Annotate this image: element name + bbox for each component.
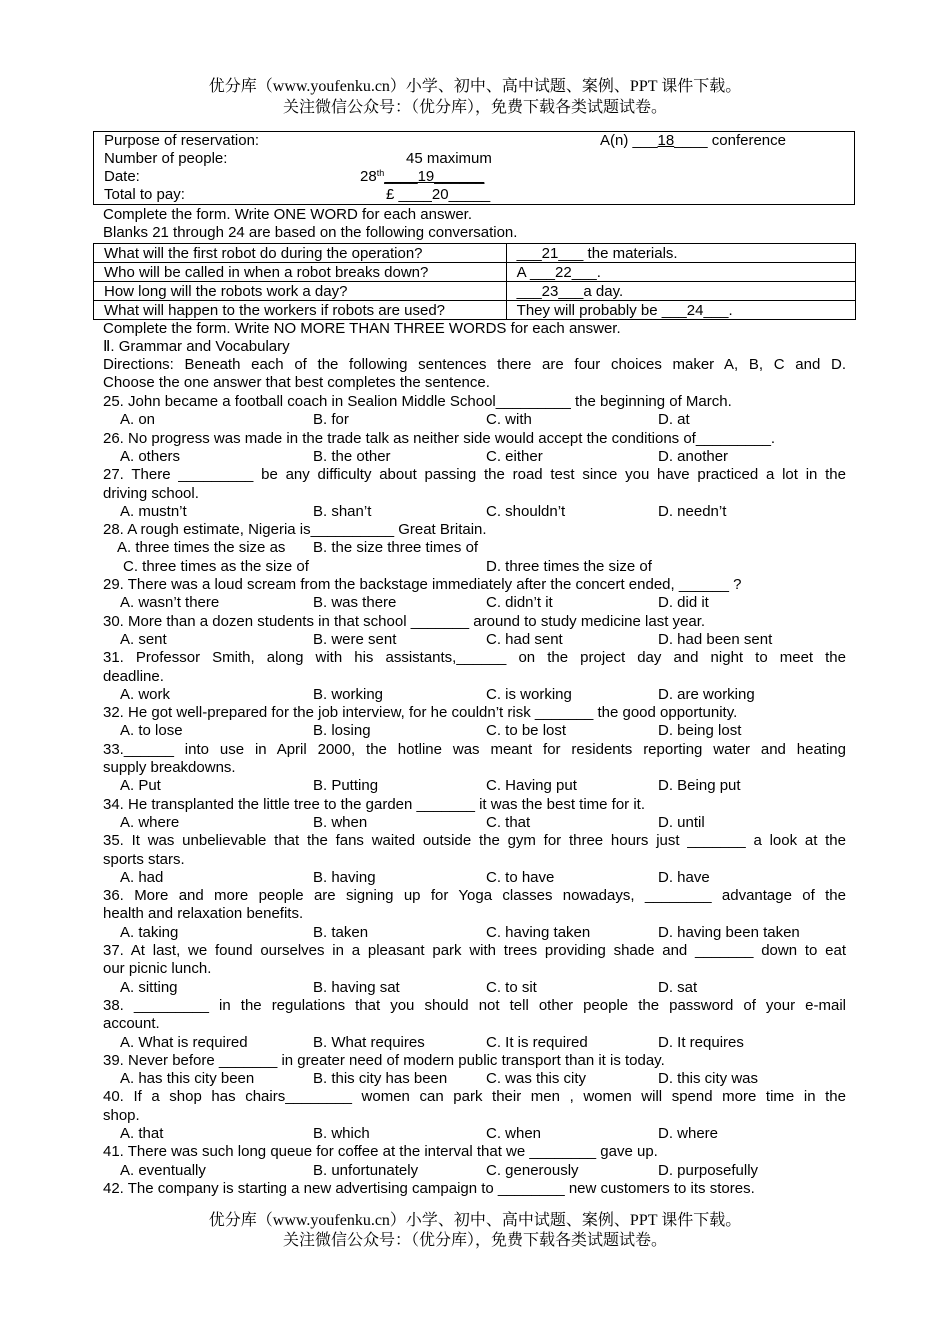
option-c: C. is working [486, 685, 572, 703]
option-c: C. generously [486, 1161, 579, 1179]
option-c: C. Having put [486, 777, 577, 795]
question-stem-cont: our picnic lunch. [103, 960, 212, 978]
options-row [103, 979, 846, 997]
question-stem: 28. A rough estimate, Nigeria is__________ Great Britain. [103, 521, 487, 539]
option-a: A. had [120, 868, 164, 886]
footer-line-1: 优分库（www.youfenku.cn）小学、初中、高中试题、案例、PPT 课件下载。 [208, 1212, 742, 1229]
option-c: C. having taken [486, 923, 591, 941]
question-stem-cont: deadline. [103, 667, 164, 685]
option-d: D. sat [658, 978, 698, 996]
options-row [103, 777, 846, 795]
question-stem: 34. He transplanted the little tree to the garden _______ it was the best time for it. [103, 795, 645, 813]
option-d: D. until [658, 813, 705, 831]
option-b: B. shan’t [313, 502, 372, 520]
option-d: D. at [658, 411, 690, 429]
options-row [103, 869, 846, 887]
form-answer: They will probably be ___24___. [506, 301, 855, 320]
reservation-form [93, 131, 855, 205]
option-a: A. wasn’t there [120, 594, 220, 612]
option-a: A. others [120, 447, 181, 465]
option-b: B. were sent [313, 630, 397, 648]
question-stem: 29. There was a loud scream from the backstage immediately after the concert ended, ______ ? [103, 576, 742, 593]
option-c: C. to be lost [486, 722, 567, 740]
option-c: C. had sent [486, 630, 563, 648]
option-a: A. Put [120, 777, 161, 795]
form-answer: ___23___a day. [506, 282, 855, 301]
options-row [103, 1034, 846, 1052]
form-question: What will happen to the workers if robots are used? [94, 301, 507, 320]
option-a: A. mustn’t [120, 502, 187, 520]
option-b: B. working [313, 685, 384, 703]
option-d: D. this city was [658, 1070, 759, 1088]
date-label: Date: [104, 168, 140, 185]
option-b: B. having [313, 868, 376, 886]
form-question: How long will the robots work a day? [94, 282, 507, 301]
option-a: A. where [120, 813, 180, 831]
options-row [103, 503, 846, 521]
purpose-answer: A(n) ___18____ conference [600, 132, 786, 149]
instruction-3: Complete the form. Write NO MORE THAN THREE WORDS for each answer. [103, 320, 621, 337]
question-stem: 25. John became a football coach in Sealion Middle School_________ the beginning of March. [103, 393, 732, 410]
question-stem-cont: health and relaxation benefits. [103, 905, 304, 923]
option-c: C. shouldn’t [486, 502, 566, 520]
conversation-form [93, 243, 856, 320]
instruction-1: Complete the form. Write ONE WORD for each answer. [103, 206, 473, 223]
option-b: B. having sat [313, 978, 400, 996]
option-d: D. having been taken [658, 923, 800, 941]
option-c: C. with [486, 411, 532, 429]
form-answer: A ___22___. [506, 263, 855, 282]
option-d: D. being lost [658, 722, 742, 740]
options-row [103, 594, 846, 612]
option-c: C. either [486, 447, 543, 465]
question-stem: 35. It was unbelievable that the fans waited outside the gym for three hours just _______ a look at the [103, 832, 846, 850]
option-b: B. when [313, 813, 368, 831]
option-b: B. losing [313, 722, 371, 740]
question-stem-cont: shop. [103, 1106, 140, 1124]
option-b: B. the size three times of [313, 539, 479, 557]
date-value: 28th____19______ [360, 168, 485, 185]
form-row [94, 301, 856, 320]
option-b: B. unfortunately [313, 1161, 419, 1179]
option-d: D. another [658, 447, 729, 465]
option-a: A. taking [120, 923, 179, 941]
option-c: C. to have [486, 868, 555, 886]
option-b: B. the other [313, 447, 391, 465]
option-a: A. sitting [120, 978, 178, 996]
option-a: A. eventually [120, 1161, 206, 1179]
option-d: D. It requires [658, 1033, 744, 1051]
header-line-2: 关注微信公众号：（优分库），免费下载各类试题试卷。 [282, 99, 667, 116]
option-a: C. three times as the size of [123, 557, 309, 575]
form-row [94, 244, 856, 263]
form-row [94, 263, 856, 282]
option-c: C. It is required [486, 1033, 588, 1051]
options-row [103, 558, 846, 576]
directions-line-1: Directions: Beneath each of the following sentences there are four choices maker A, B, C and D. [103, 356, 846, 373]
options-row [103, 1162, 846, 1180]
option-d: D. where [658, 1125, 719, 1142]
option-b: D. three times the size of [486, 557, 652, 575]
options-row [103, 722, 846, 740]
form-answer: ___21___ the materials. [506, 244, 855, 263]
options-row [103, 448, 846, 466]
question-stem: 39. Never before _______ in greater need of modern public transport than it is today. [103, 1051, 665, 1069]
option-a: A. three times the size as [117, 539, 286, 557]
option-a: A. has this city been [120, 1070, 255, 1088]
question-stem: 38. _________ in the regulations that you should not tell other people the password of your e-mail [103, 996, 846, 1014]
options-row [103, 631, 846, 649]
question-stem: 26. No progress was made in the trade talk as neither side would accept the conditions of_________. [103, 429, 776, 447]
option-c: C. that [486, 813, 531, 831]
option-b: B. was there [313, 594, 397, 612]
question-stem: 41. There was such long queue for coffee at the interval that we ________ gave up. [103, 1143, 658, 1161]
option-b: B. taken [313, 923, 369, 941]
question-stem: 32. He got well-prepared for the job interview, for he couldn’t risk _______ the good opportunity. [103, 704, 738, 722]
blank-19: ____19______ [384, 168, 485, 185]
form-row-purpose [104, 132, 259, 150]
option-a: A. sent [120, 630, 167, 648]
option-a: A. work [120, 685, 171, 703]
option-d: D. did it [658, 594, 709, 612]
option-a: A. to lose [120, 722, 183, 740]
blank-18: 18 [657, 132, 675, 149]
question-stem-cont: driving school. [103, 484, 199, 502]
option-d: D. needn’t [658, 502, 727, 520]
option-a: A. that [120, 1125, 164, 1142]
question-stem: 27. There _________ be any difficulty about passing the road test since you have practiced a lot in the [103, 466, 846, 484]
option-d: D. are working [658, 685, 755, 703]
total-label: Total to pay: [104, 186, 185, 203]
directions-line-2: Choose the one answer that best completes the sentence. [103, 374, 490, 391]
question-stem: 42. The company is starting a new advertising campaign to ________ new customers to its stores. [103, 1179, 755, 1197]
question-stem-cont: sports stars. [103, 850, 185, 868]
option-b: B. for [313, 411, 349, 429]
section-title: Ⅱ. Grammar and Vocabulary [103, 338, 290, 355]
question-stem: 33.______ into use in April 2000, the hotline was meant for residents reporting water and heating [103, 740, 846, 758]
question-stem: 40. If a shop has chairs________ women can park their men , women will spend more time in the [103, 1088, 846, 1106]
option-a: A. on [120, 411, 156, 429]
option-b: B. which [313, 1125, 370, 1142]
option-d: D. Being put [658, 777, 741, 795]
question-stem: 31. Professor Smith, along with his assistants,______ on the project day and night to meet the [103, 649, 846, 667]
instruction-2: Blanks 21 through 24 are based on the following conversation. [103, 224, 518, 241]
form-question: Who will be called in when a robot breaks down? [94, 263, 507, 282]
question-stem: 30. More than a dozen students in that school _______ around to study medicine last year. [103, 612, 706, 630]
options-row [103, 814, 846, 832]
option-d: D. purposefully [658, 1161, 759, 1179]
option-a: A. What is required [120, 1033, 248, 1051]
option-c: C. didn’t it [486, 594, 553, 612]
people-value: 45 maximum [406, 150, 492, 167]
purpose-label: Purpose of reservation: [104, 132, 260, 149]
question-stem: 37. At last, we found ourselves in a pleasant park with trees providing shade and _______ down to eat [103, 942, 846, 959]
option-c: C. when [486, 1125, 542, 1142]
options-row [103, 924, 846, 942]
options-row [103, 1125, 846, 1143]
question-stem: 36. More and more people are signing up for Yoga classes nowadays, ________ advantage of the [103, 887, 846, 905]
options-row [103, 1070, 846, 1088]
options-row [103, 539, 846, 557]
option-c: C. was this city [486, 1070, 587, 1088]
option-b: B. this city has been [313, 1070, 448, 1088]
people-label: Number of people: [104, 150, 228, 167]
form-row [94, 282, 856, 301]
question-stem-cont: supply breakdowns. [103, 759, 236, 776]
form-question: What will the first robot do during the operation? [94, 244, 507, 263]
option-d: D. had been sent [658, 630, 773, 648]
option-b: B. Putting [313, 777, 379, 795]
options-row [103, 686, 846, 704]
total-value: £ ____20_____ [386, 186, 491, 203]
question-stem-cont: account. [103, 1015, 160, 1033]
option-d: D. have [658, 868, 710, 886]
options-row [103, 411, 846, 429]
option-b: B. What requires [313, 1033, 425, 1051]
header-line-1: 优分库（www.youfenku.cn）小学、初中、高中试题、案例、PPT 课件下载。 [208, 78, 742, 95]
option-c: C. to sit [486, 978, 537, 996]
footer-line-2: 关注微信公众号：（优分库），免费下载各类试题试卷。 [282, 1232, 667, 1249]
